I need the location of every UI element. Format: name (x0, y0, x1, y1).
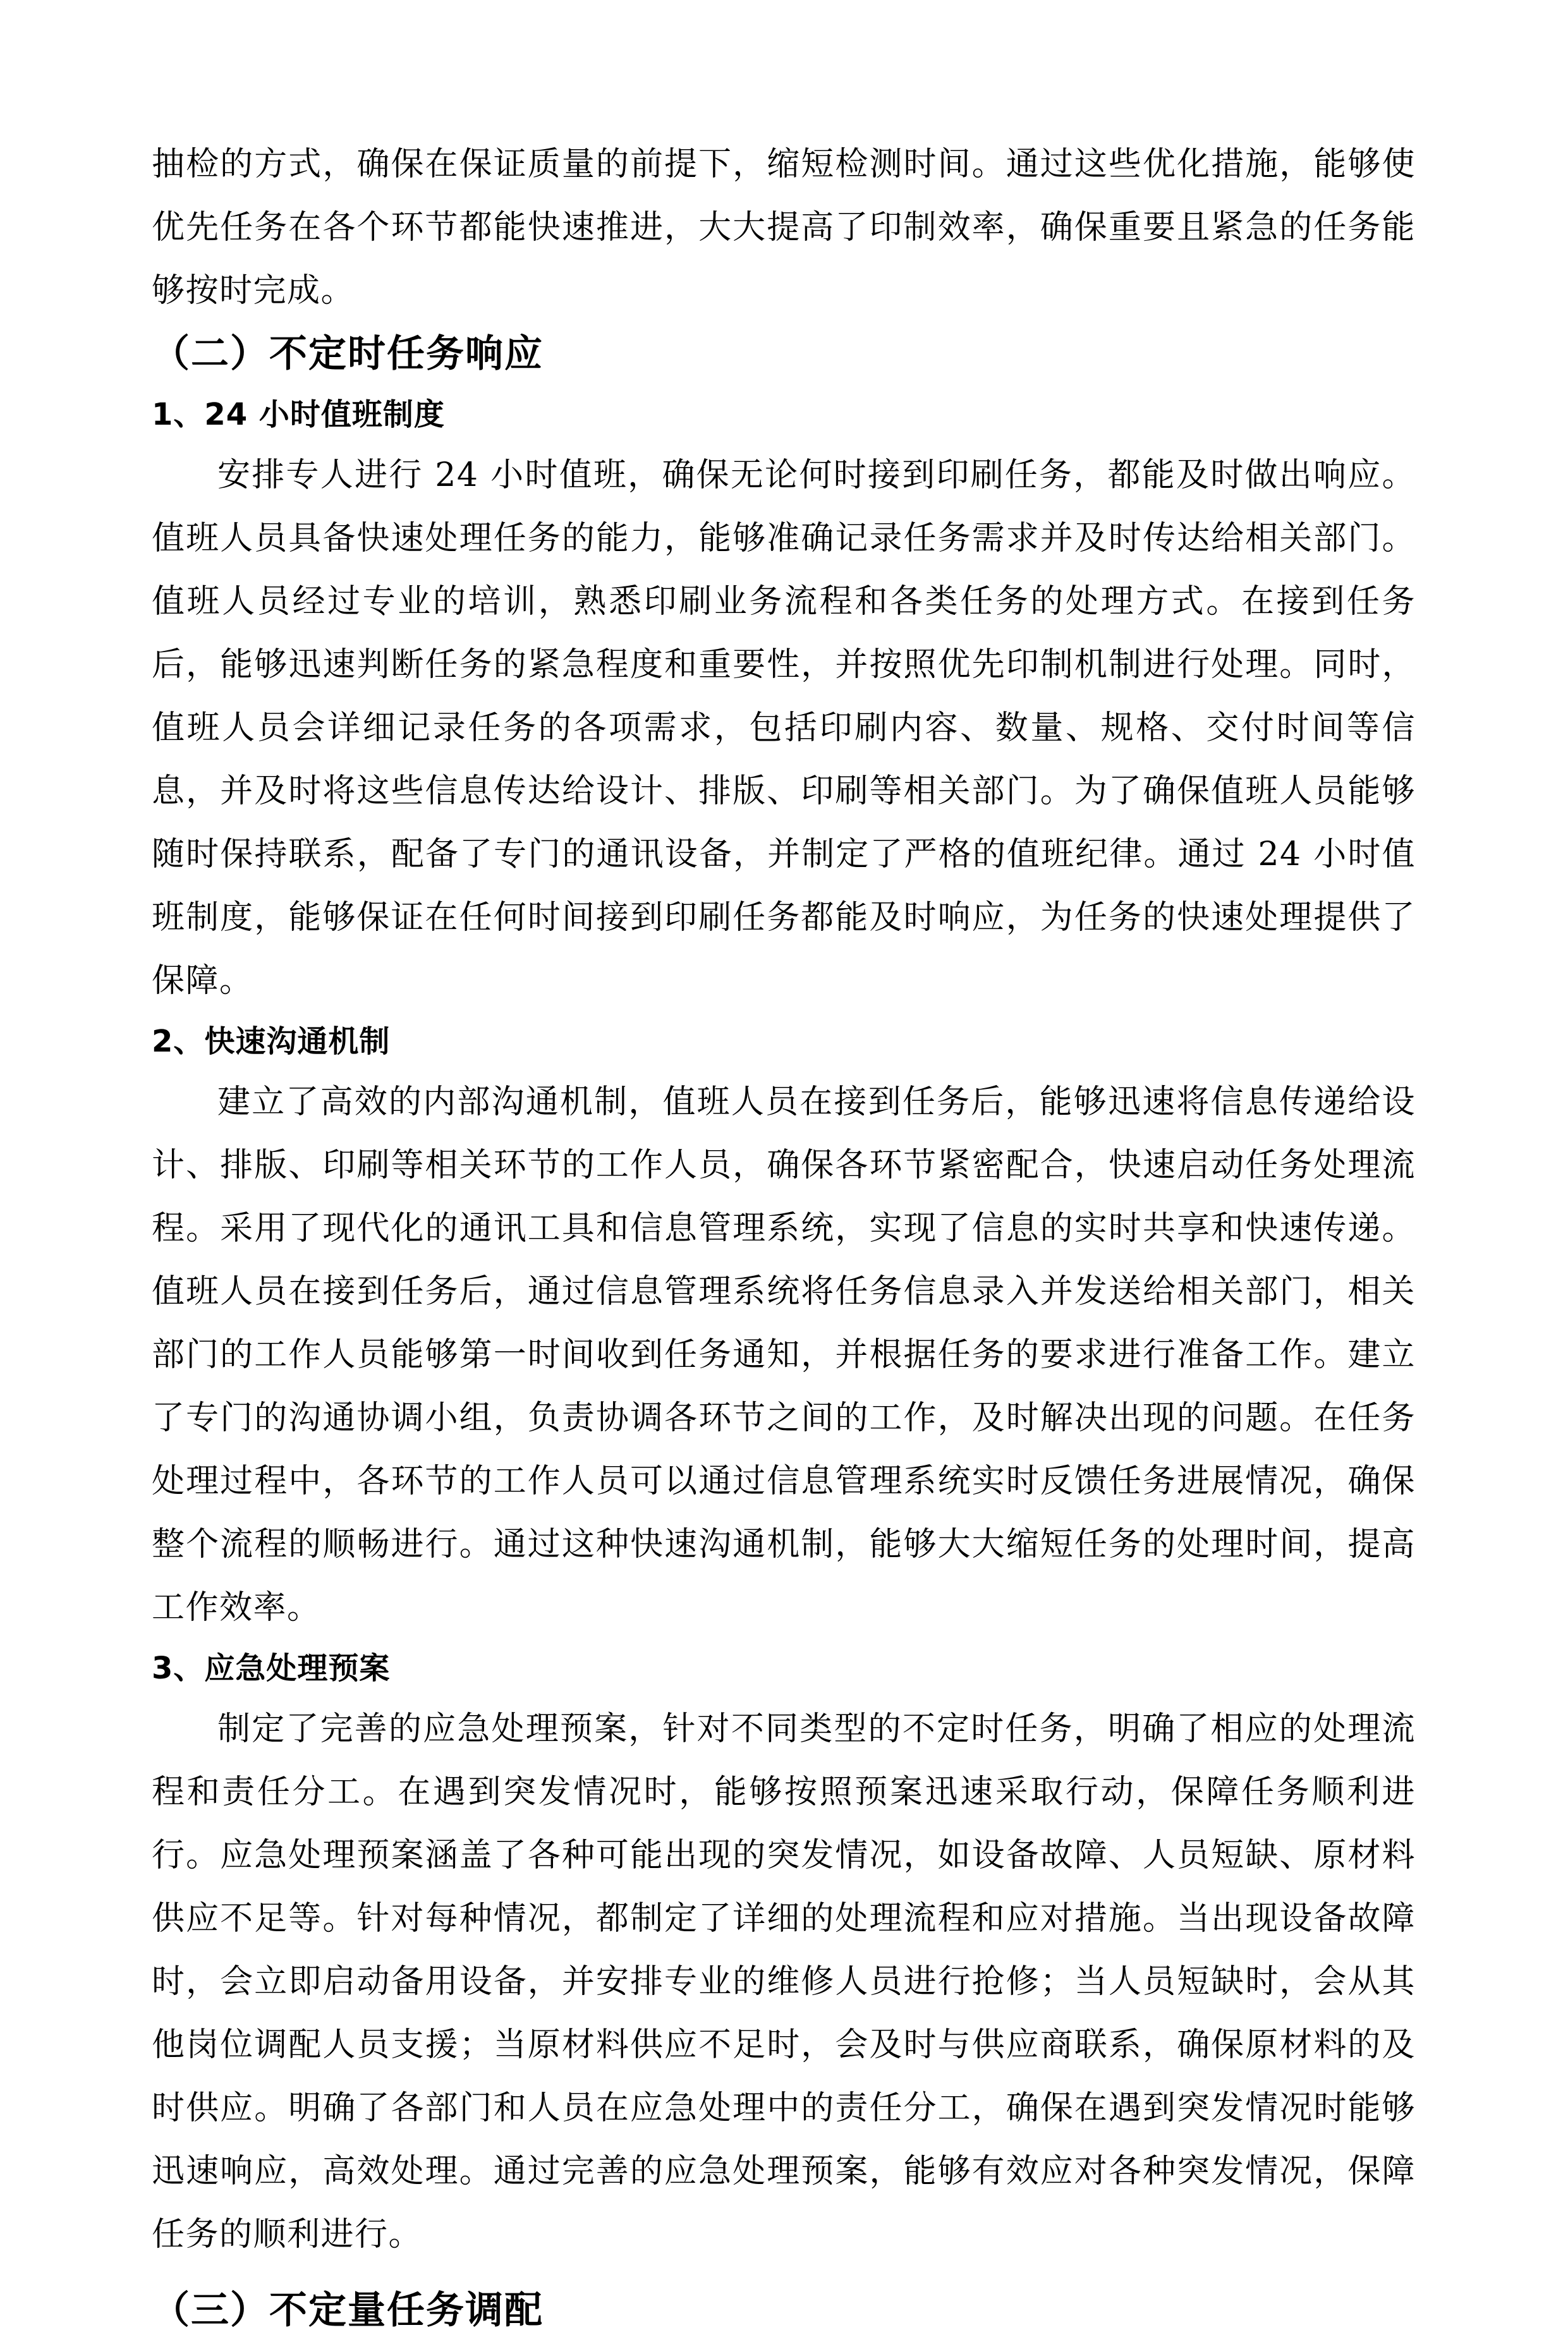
section-heading-2: （二）不定时任务响应 (152, 332, 544, 376)
subsection-heading-emergency: 3、应急处理预案 (152, 1651, 391, 1686)
emergency-plan-paragraph: 制定了完善的应急处理预案，针对不同类型的不定时任务，明确了相应的处理流程和责任分工。在遇到突发情况时，能够按照预案迅速采取行动，保障任务顺利进行。应急处理预案涵盖了各种可能出现的突发情况，如设备故障、人员短缺、原材料供应不足等。针对每种情况，都制定了详细的处理流程和应对措施。当出现设备故障时，会立即启动备用设备，并安排专业的维修人员进行抢修；当人员短缺时，会从其他岗位调配人员支援；当原材料供应不足时，会及时与供应商联系，确保原材料的及时供应。明确了各部门和人员在应急处理中的责任分工，确保在遇到突发情况时能够迅速响应，高效处理。通过完善的应急处理预案，能够有效应对各种突发情况，保障任务的顺利进行。 (152, 1710, 1416, 2254)
intro-paragraph: 抽检的方式，确保在保证质量的前提下，缩短检测时间。通过这些优化措施，能够使优先任务在各个环节都能快速推进，大大提高了印制效率，确保重要且紧急的任务能够按时完成。 (152, 145, 1416, 310)
duty-system-paragraph: 安排专人进行 24 小时值班，确保无论何时接到印刷任务，都能及时做出响应。值班人员具备快速处理任务的能力，能够准确记录任务需求并及时传达给相关部门。值班人员经过专业的培训，熟悉印刷业务流程和各类任务的处理方式。在接到任务后，能够迅速判断任务的紧急程度和重要性，并按照优先印制机制进行处理。同时，值班人员会详细记录任务的各项需求，包括印刷内容、数量、规格、交付时间等信息，并及时将这些信息传达给设计、排版、印刷等相关部门。为了确保值班人员能够随时保持联系，配备了专门的通讯设备，并制定了严格的值班纪律。通过 24 小时值班制度，能够保证在任何时间接到印刷任务都能及时响应，为任务的快速处理提供了保障。 (152, 456, 1416, 1000)
communication-paragraph: 建立了高效的内部沟通机制，值班人员在接到任务后，能够迅速将信息传递给设计、排版、印刷等相关环节的工作人员，确保各环节紧密配合，快速启动任务处理流程。采用了现代化的通讯工具和信息管理系统，实现了信息的实时共享和快速传递。值班人员在接到任务后，通过信息管理系统将任务信息录入并发送给相关部门，相关部门的工作人员能够第一时间收到任务通知，并根据任务的要求进行准备工作。建立了专门的沟通协调小组，负责协调各环节之间的工作，及时解决出现的问题。在任务处理过程中，各环节的工作人员可以通过信息管理系统实时反馈任务进展情况，确保整个流程的顺畅进行。通过这种快速沟通机制，能够大大缩短任务的处理时间，提高工作效率。 (152, 1083, 1416, 1627)
subsection-heading-communication: 2、快速沟通机制 (152, 1024, 391, 1059)
document-page (152, 133, 1416, 2342)
subsection-heading-duty: 1、24 小时值班制度 (152, 397, 445, 432)
section-heading-3: （三）不定量任务调配 (152, 2288, 544, 2333)
